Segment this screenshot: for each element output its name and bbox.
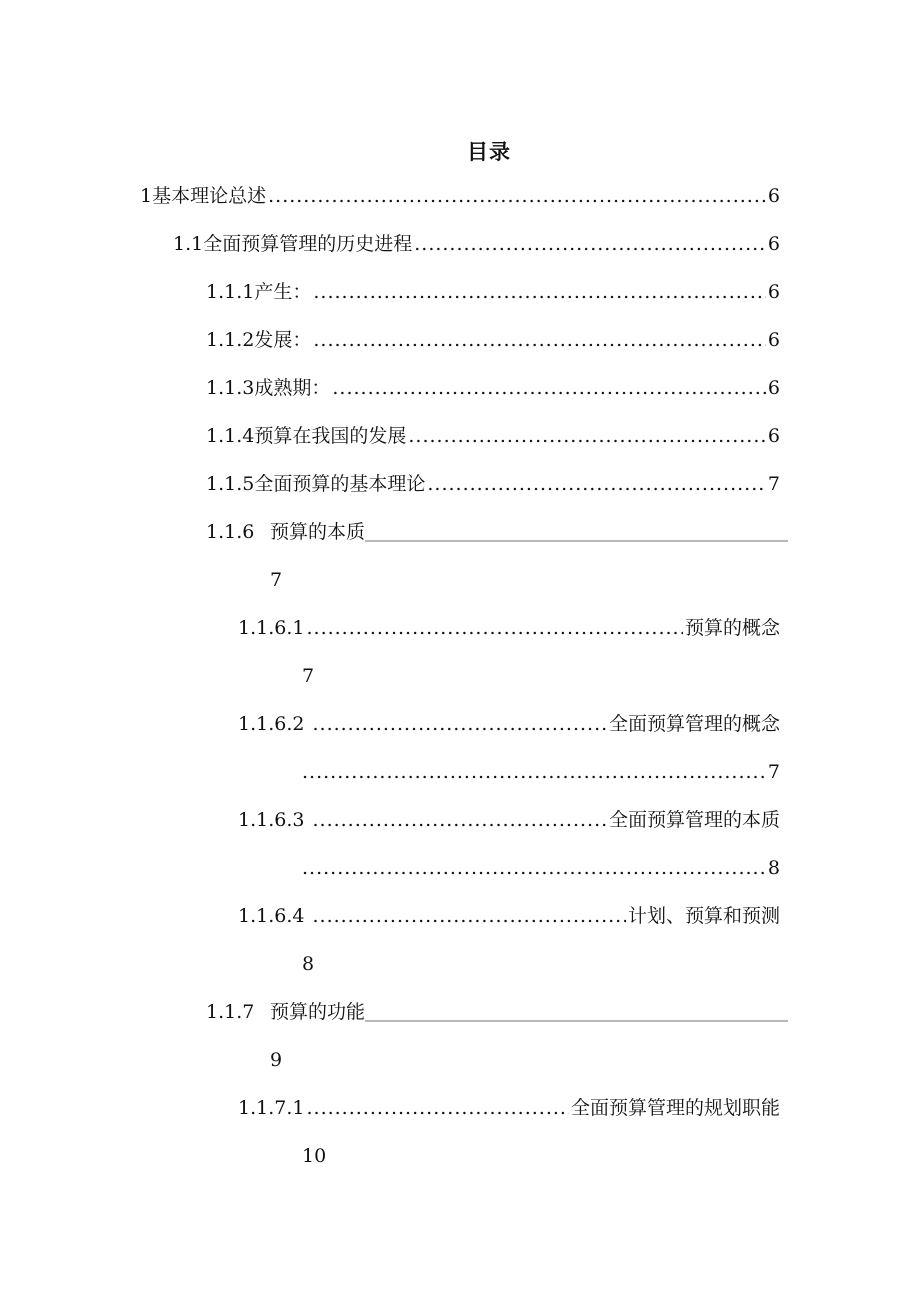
toc-leader-dots: [302, 853, 766, 883]
toc-entry[interactable]: [238, 805, 780, 835]
toc-leader-dots: [427, 469, 766, 499]
toc-entry[interactable]: [140, 181, 780, 211]
toc-entry[interactable]: [206, 517, 788, 547]
toc-entry-number: 1.1.6.1: [238, 617, 305, 639]
toc-entry[interactable]: [238, 1093, 780, 1123]
toc-entry-number: 1.1.4: [206, 425, 255, 447]
toc-entry-label: 全面预算的基本理论: [254, 473, 426, 495]
toc-entry-number: 1.1: [173, 233, 204, 255]
toc-entry-label: 产生：: [254, 281, 312, 303]
toc-entry-number: 1.1.1: [206, 281, 255, 303]
toc-leader-dots: [302, 757, 766, 787]
toc-entry-number: 1.1.6.3: [238, 809, 305, 831]
toc-entry-label: 发展：: [254, 329, 312, 351]
toc-entry-page[interactable]: 7: [270, 569, 283, 591]
toc-entry[interactable]: [206, 421, 780, 451]
toc-entry-label: 全面预算管理的历史进程: [203, 233, 413, 255]
toc-entry-page: 6: [767, 233, 780, 255]
toc-entry-number: 1.1.6: [206, 521, 255, 543]
toc-entry[interactable]: [173, 229, 780, 259]
toc-entry-continuation[interactable]: [302, 853, 780, 883]
toc-leader-dots: [414, 229, 766, 259]
toc-entry[interactable]: [206, 469, 780, 499]
toc-entry-page: 8: [767, 857, 780, 879]
toc-leader-dots: [312, 805, 607, 835]
toc-entry[interactable]: [206, 997, 788, 1027]
toc-entry-label: 全面预算管理的规划职能: [570, 1097, 780, 1119]
toc-entry-label: 预算在我国的发展: [254, 425, 407, 447]
toc-entry-label: 基本理论总述: [152, 185, 267, 207]
toc-entry-page: 7: [767, 473, 780, 495]
toc-entry-page[interactable]: 8: [302, 953, 315, 975]
toc-leader-dots: [313, 277, 766, 307]
toc-leader-dots: [408, 421, 766, 451]
toc-entry-number: 1: [140, 185, 153, 207]
toc-entry-number: 1.1.7.1: [238, 1097, 305, 1119]
toc-entry-label: 计划、预算和预测: [627, 905, 780, 927]
toc-entry-number: 1.1.6.2: [238, 713, 305, 735]
toc-entry-page: 6: [767, 185, 780, 207]
toc-rule-line: [365, 540, 788, 542]
toc-entry-label: 预算的概念: [684, 617, 780, 639]
toc-entry[interactable]: [238, 613, 780, 643]
toc-entry-page[interactable]: 7: [302, 665, 315, 687]
toc-entry-number: 1.1.6.4: [238, 905, 305, 927]
toc-entry-page: 6: [767, 281, 780, 303]
toc-leader-dots: [312, 709, 607, 739]
toc-entry-label: 预算的功能: [270, 1001, 366, 1023]
toc-entry-page: 7: [767, 761, 780, 783]
toc-leader-dots: [313, 325, 766, 355]
toc-entry-page: 6: [767, 425, 780, 447]
toc-leader-dots: [268, 181, 766, 211]
toc-entry-label: 预算的本质: [270, 521, 366, 543]
toc-entry[interactable]: [238, 709, 780, 739]
toc-entry-label: 全面预算管理的本质: [608, 809, 780, 831]
toc-entry[interactable]: [206, 325, 780, 355]
toc-entry-number: 1.1.2: [206, 329, 255, 351]
toc-entry-number: 1.1.7: [206, 1001, 255, 1023]
toc-entry-label: 成熟期：: [254, 377, 331, 399]
toc-entry-page: 6: [767, 377, 780, 399]
toc-entry-number: 1.1.3: [206, 377, 255, 399]
toc-entry[interactable]: [206, 373, 780, 403]
toc-entry[interactable]: [238, 901, 780, 931]
toc-entry-continuation[interactable]: [302, 757, 780, 787]
toc-entry-page[interactable]: 10: [302, 1145, 327, 1167]
toc-leader-dots: [332, 373, 766, 403]
toc-entry-page[interactable]: 9: [270, 1049, 283, 1071]
toc-rule-line: [365, 1020, 788, 1022]
toc-leader-dots: [312, 901, 626, 931]
toc-leader-dots: [306, 613, 683, 643]
toc-entry[interactable]: [206, 277, 780, 307]
toc-leader-dots: [306, 1093, 569, 1123]
toc-title: 目录: [467, 139, 511, 164]
toc-entry-label: 全面预算管理的概念: [608, 713, 780, 735]
toc-entry-number: 1.1.5: [206, 473, 255, 495]
toc-entry-page: 6: [767, 329, 780, 351]
